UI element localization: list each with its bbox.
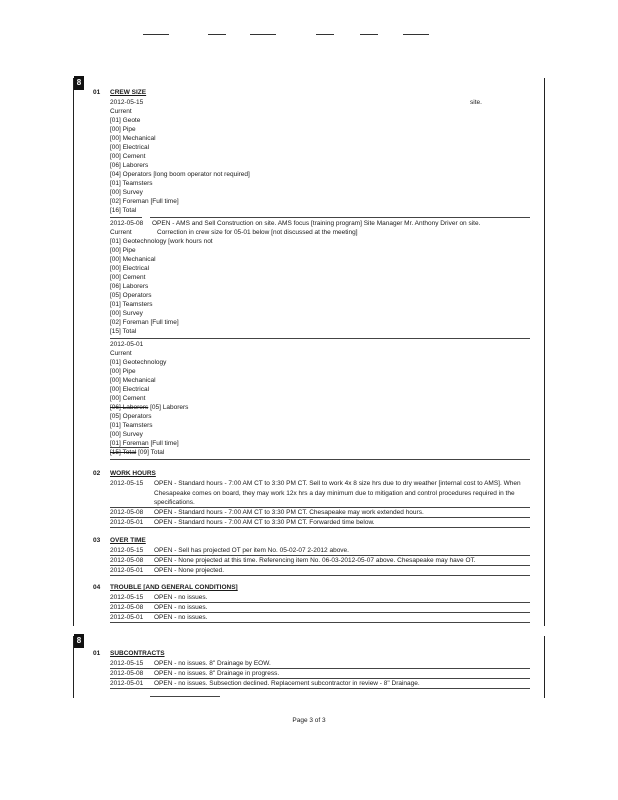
entry-text: OPEN - no issues. 8" Drainage in progress. <box>154 670 280 677</box>
date-label: 2012-05-15 <box>110 594 144 601</box>
section-marker: 8 <box>74 76 84 90</box>
section-title: TROUBLE [AND GENERAL CONDITIONS] <box>110 584 238 591</box>
crew-item: [15] Total <box>110 328 137 335</box>
entry-text: OPEN - Sell has projected OT per item No. 05-02-07 2-2012 above. <box>154 547 349 554</box>
section-number: 04 <box>93 584 101 591</box>
row-divider <box>110 527 530 528</box>
header-rule <box>360 34 378 35</box>
section-number: 01 <box>93 650 101 657</box>
current-label: Current <box>110 108 132 115</box>
date-label: 2012-05-15 <box>110 480 144 487</box>
crew-item: [01] Teamsters <box>110 180 153 187</box>
section-number: 03 <box>93 537 101 544</box>
row-divider <box>110 612 530 613</box>
crew-item: [04] Operators [long boom operator not required] <box>110 171 250 178</box>
header-rule <box>316 34 334 35</box>
row-divider <box>150 696 220 697</box>
row-divider <box>110 507 530 508</box>
crew-item: [00] Cement <box>110 153 146 160</box>
section-number: 01 <box>93 89 101 96</box>
revised-value: [05] Laborers <box>148 404 189 411</box>
header-rule <box>250 34 276 35</box>
row-divider <box>110 555 530 556</box>
crew-item: [00] Pipe <box>110 247 136 254</box>
crew-item: [00] Electrical <box>110 144 150 151</box>
row-divider <box>110 678 530 679</box>
crew-item: [00] Survey <box>110 189 143 196</box>
crew-item: [00] Cement <box>110 274 146 281</box>
page-number: Page 3 of 3 <box>292 717 326 724</box>
crew-item: [00] Mechanical <box>110 135 156 142</box>
date-label: 2012-05-01 <box>110 341 144 348</box>
entry-text: OPEN - no issues. <box>154 604 208 611</box>
date-label: 2012-05-08 <box>110 220 144 227</box>
section-marker: 8 <box>74 634 84 648</box>
entry-text: Chesapeake comes on board, they may work 12x hrs a day minimum due to mitigation and control procedures required in the <box>154 490 515 497</box>
row-divider <box>110 668 530 669</box>
crew-total <box>110 449 164 457</box>
entry-text: Correction in crew size for 05-01 below [not discussed at the meeting] <box>157 229 358 236</box>
section-title: SUBCONTRACTS <box>110 650 165 657</box>
date-label: 2012-05-08 <box>110 670 144 677</box>
crew-item: [01] Teamsters <box>110 422 153 429</box>
crew-item: [00] Survey <box>110 310 143 317</box>
row-divider <box>110 338 530 339</box>
crew-item: [06] Laborers <box>110 283 149 290</box>
entry-text: OPEN - AMS and Sell Construction on site. AMS focus [training program] Site Manager Mr. Anthony Driver on site. <box>152 220 481 227</box>
crew-item: [01] Teamsters <box>110 301 153 308</box>
cut-off-text: site. <box>470 99 482 106</box>
date-label: 2012-05-15 <box>110 547 144 554</box>
crew-item: [00] Mechanical <box>110 377 156 384</box>
crew-item: [01] Geotechnology [work hours not <box>110 238 213 245</box>
current-label: Current <box>110 350 132 357</box>
foreman-value: [01] Foreman <box>110 440 149 447</box>
section-title: OVER TIME <box>110 537 146 544</box>
date-label: 2012-05-01 <box>110 680 144 687</box>
crew-foreman <box>110 440 179 448</box>
foreman-note: [Full time] <box>148 440 179 447</box>
crew-item: [00] Pipe <box>110 368 136 375</box>
header-rule <box>208 34 226 35</box>
section-number: 02 <box>93 470 101 477</box>
crew-item: [05] Operators <box>110 413 152 420</box>
crew-item: [02] Foreman [Full time] <box>110 198 179 205</box>
crew-laborers <box>110 404 188 412</box>
date-label: 2012-05-01 <box>110 614 144 621</box>
row-divider <box>110 602 530 603</box>
date-label: 2012-05-08 <box>110 557 144 564</box>
date-label: 2012-05-15 <box>110 99 144 106</box>
entry-text: OPEN - Standard hours - 7:00 AM CT to 3:30 PM CT. Chesapeake may work extended hours. <box>154 509 424 516</box>
crew-item: [06] Laborers <box>110 162 149 169</box>
entry-text: OPEN - no issues. <box>154 594 208 601</box>
section-title: WORK HOURS <box>110 470 156 477</box>
row-divider <box>110 517 530 518</box>
date-label: 2012-05-15 <box>110 660 144 667</box>
entry-text: specifications. <box>154 499 195 506</box>
date-label: 2012-05-01 <box>110 567 144 574</box>
crew-item: [00] Survey <box>110 431 143 438</box>
header-rule <box>403 34 429 35</box>
row-divider <box>150 217 530 218</box>
crew-item: [00] Mechanical <box>110 256 156 263</box>
row-divider <box>110 217 142 218</box>
crew-item: [02] Foreman [Full time] <box>110 319 179 326</box>
crew-item: [00] Pipe <box>110 126 136 133</box>
date-label: 2012-05-01 <box>110 519 144 526</box>
date-label: 2012-05-08 <box>110 604 144 611</box>
entry-text: OPEN - Standard hours - 7:00 AM CT to 3:30 PM CT. Forwarded time below. <box>154 519 375 526</box>
crew-item: [01] Geotechnology <box>110 359 167 366</box>
date-label: 2012-05-08 <box>110 509 144 516</box>
entry-text: OPEN - Standard hours - 7:00 AM CT to 3:30 PM CT. Sell to work 4x 8 size hrs due to dry weather [internal cost to AMS]. When <box>154 480 521 487</box>
crew-item: [01] Geote <box>110 117 141 124</box>
row-divider <box>110 565 530 566</box>
crew-item: [05] Operators <box>110 292 152 299</box>
revised-value: [09] Total <box>136 449 165 456</box>
section-title: CREW SIZE <box>110 89 147 96</box>
crew-item: [00] Cement <box>110 395 146 402</box>
crew-item: [16] Total <box>110 207 137 214</box>
struck-value: [06] Laborers <box>110 404 149 411</box>
crew-item: [00] Electrical <box>110 265 150 272</box>
row-divider <box>110 622 530 623</box>
entry-text: OPEN - no issues. 8" Drainage by EOW. <box>154 660 271 667</box>
current-label: Current <box>110 229 132 236</box>
entry-text: OPEN - no issues. Subsection declined. Replacement subcontractor in review - 8" Drainage. <box>154 680 420 687</box>
entry-text: OPEN - None projected at this time. Referencing item No. 06-03-2012-05-07 above. Chesapeake may have OT. <box>154 557 476 564</box>
entry-text: OPEN - None projected. <box>154 567 225 574</box>
entry-text: OPEN - no issues. <box>154 614 208 621</box>
row-divider <box>110 688 530 689</box>
crew-item: [00] Electrical <box>110 386 150 393</box>
header-rule <box>143 34 169 35</box>
struck-value: [15] Total <box>110 449 137 456</box>
row-divider <box>110 459 530 460</box>
row-divider <box>110 575 530 576</box>
